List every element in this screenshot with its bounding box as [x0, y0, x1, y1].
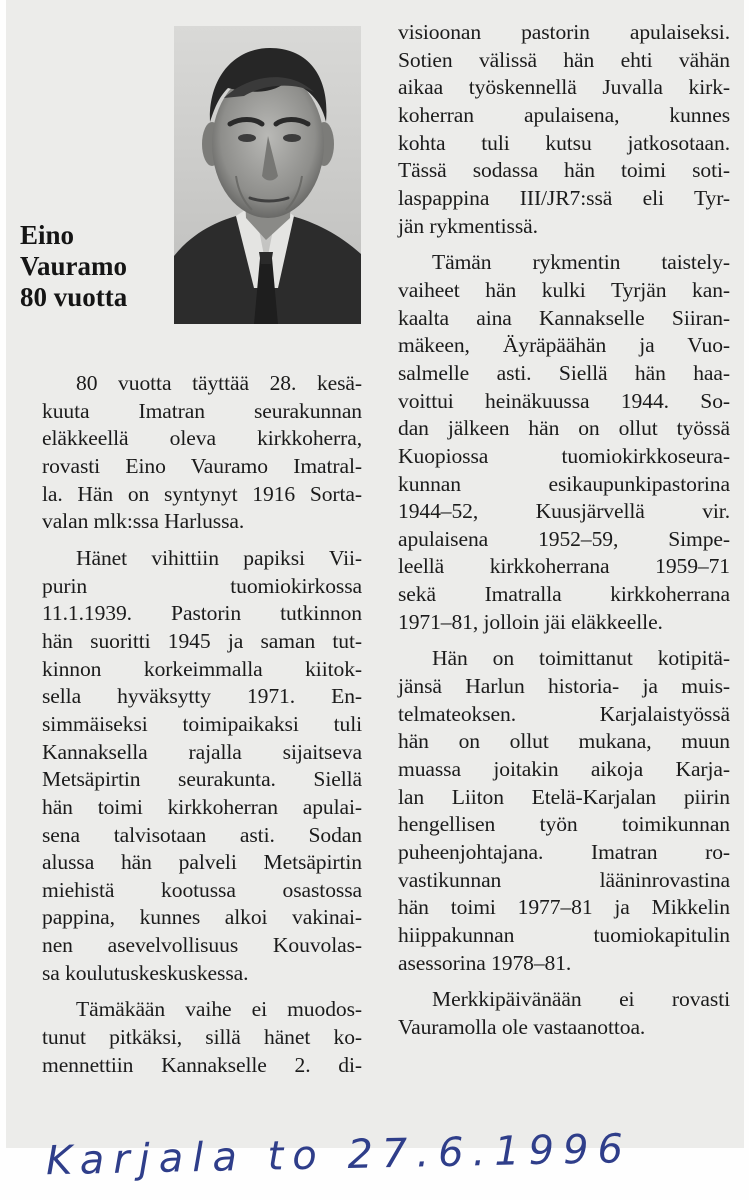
article-paragraph [398, 645, 730, 977]
article-line: Tämän rykmentin taistely- [432, 250, 730, 275]
article-line: Sotien välissä hän ehti vähän [398, 47, 730, 72]
right-text-column [398, 19, 730, 1042]
article-line: tunut pitkäksi, sillä hänet ko- [42, 1025, 362, 1050]
article-line: Metsäpirtin seurakunta. Siellä [42, 767, 362, 792]
article-line: vaiheet hän kulki Tyrjän kan- [398, 277, 730, 302]
headline-line: Vauramo [20, 251, 128, 281]
article-line: muassa joitakin aikoja Karja- [398, 757, 730, 782]
article-line: hän on ollut mukana, muun [398, 729, 730, 754]
article-paragraph [42, 996, 362, 1079]
article-line: 80 vuotta täyttää 28. kesä- [76, 371, 362, 395]
article-line: sena talvisotaan asti. Sodan [42, 822, 362, 847]
article-line: sekä Imatralla kirkkoherrana [398, 582, 730, 607]
article-line: pappina, kunnes alkoi vakinai- [42, 905, 362, 930]
article-line: rovasti Eino Vauramo Imatral- [42, 453, 362, 478]
portrait-image [174, 26, 361, 324]
article-line: Merkkipäivänään ei rovasti [432, 987, 730, 1012]
article-line: kunnan esikaupunkipastorina [398, 471, 730, 496]
article-line: Tämäkään vaihe ei muodos- [76, 997, 362, 1022]
headline-line: Eino [20, 220, 75, 250]
article-line: Kannaksella rajalla sijaitseva [42, 739, 362, 764]
article-line: 1944–52, Kuusjärvellä vir. [398, 499, 730, 524]
article-line: purin tuomiokirkossa [42, 573, 362, 598]
handwritten-date-note [45, 1126, 646, 1199]
article-paragraph [398, 249, 730, 636]
article-line: kuuta Imatran seurakunnan [42, 398, 362, 423]
article-line: puheenjohtajana. Imatran ro- [398, 840, 730, 865]
article-line: asessorina 1978–81. [398, 950, 572, 975]
article-line: apulaisena 1952–59, Simpe- [398, 526, 730, 551]
article-line: sa koulutuskeskuskessa. [42, 960, 249, 985]
headline-line: 80 vuotta [20, 282, 128, 312]
article-line: kaalta aina Kannakselle Siiran- [398, 305, 730, 330]
article-line: Tässä sodassa hän toimi soti- [398, 158, 730, 183]
article-line: jän rykmentissä. [398, 213, 538, 238]
article-line: eläkkeellä oleva kirkkoherra, [42, 426, 362, 451]
left-text-column [42, 370, 362, 1079]
article-line: 11.1.1939. Pastorin tutkinnon [42, 601, 362, 626]
article-line: simmäiseksi toimipaikaksi tuli [42, 711, 362, 736]
article-line: salmelle asti. Siellä hän haa- [398, 360, 730, 385]
article-line: Kuopiossa tuomiokirkkoseura- [398, 443, 730, 468]
article-line: Hänet vihittiin papiksi Vii- [76, 545, 362, 570]
article-paragraph [42, 545, 362, 988]
article-line: Hän on toimittanut kotipitä- [432, 646, 730, 671]
article-line: dan jälkeen hän on ollut työssä [398, 416, 730, 441]
article-line: kinnon korkeimmalla kiitok- [42, 656, 362, 681]
article-line: Vauramolla ole vastaanottoa. [398, 1014, 646, 1039]
article-line: voittui heinäkuussa 1944. So- [398, 388, 730, 413]
article-line: koherran apulaisena, kunnes [398, 102, 730, 127]
newspaper-clipping [6, 0, 744, 1148]
article-line: kohta tuli kutsu jatkosotaan. [398, 130, 730, 155]
article-paragraph [42, 370, 362, 536]
article-paragraph [398, 986, 730, 1041]
article-line: alussa hän palveli Metsäpirtin [42, 850, 362, 875]
article-line: leellä kirkkoherrana 1959–71 [398, 554, 730, 579]
article-line: hän toimi 1977–81 ja Mikkelin [398, 895, 730, 920]
article-line: vastikunnan lääninrovastina [398, 867, 730, 892]
article-line: laspappina III/JR7:ssä eli Tyr- [398, 185, 730, 210]
article-line: aikaa työskennellä Juvalla kirk- [398, 75, 730, 100]
article-line: visioonan pastorin apulaiseksi. [398, 20, 730, 44]
article-line: la. Hän on syntynyt 1916 Sorta- [42, 481, 362, 506]
article-line: hiippakunnan tuomiokapitulin [398, 923, 730, 947]
article-line: mennettiin Kannakselle 2. di- [42, 1052, 362, 1077]
article-line: hengellisen työn toimikunnan [398, 812, 730, 837]
article-paragraph [398, 19, 730, 240]
article-line: hän suoritti 1945 ja saman tut- [42, 628, 362, 653]
article-line: hän toimi kirkkoherran apulai- [42, 794, 362, 819]
article-line: nen asevelvollisuus Kouvolas- [42, 933, 362, 958]
article-line: lan Liiton Etelä-Karjalan piirin [398, 784, 730, 809]
article-line: jänsä Harlun historia- ja muis- [398, 674, 730, 699]
article-line: mäkeen, Äyräpäähän ja Vuo- [398, 333, 730, 358]
article-line: telmateoksen. Karjalaistyössä [398, 701, 730, 726]
portrait-photo [174, 26, 361, 324]
article-line: sella hyväksytty 1971. En- [42, 684, 362, 709]
article-line: valan mlk:ssa Harlussa. [42, 509, 245, 534]
article-line: miehistä kootussa osastossa [42, 877, 362, 902]
article-line: 1971–81, jolloin jäi eläkkeelle. [398, 609, 663, 634]
handwritten-note-text: Karjala to 27.6.1996 [45, 1126, 633, 1185]
article-headline [20, 220, 170, 313]
